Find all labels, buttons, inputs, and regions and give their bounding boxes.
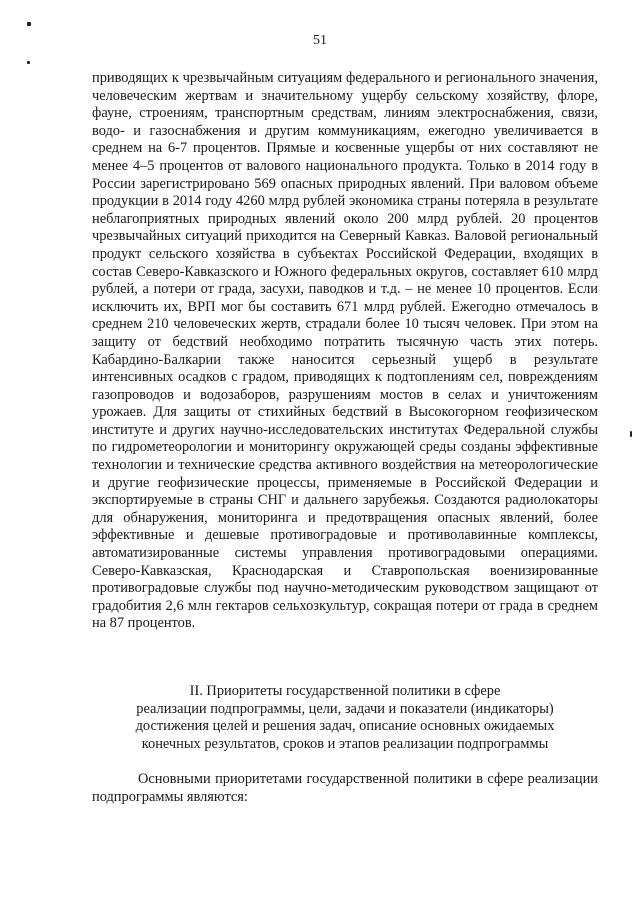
section-heading-line: достижения целей и решения задач, описание основных ожидаемых (135, 718, 555, 735)
section-heading-line: конечных результатов, сроков и этапов реализации подпрограммы (141, 735, 549, 752)
scan-mark-left (27, 61, 30, 64)
scan-mark-right (630, 431, 632, 437)
body-paragraph: приводящих к чрезвычайным ситуациям федерального и регионального значения, человеческим жертвам и значительному ущербу сельскому хозяйству, флоре, фауне, строениям, транспортным средствам, линиям электроснабжения, связи, водо- и газоснабжения и другим коммуникациям, ежегодно увеличивается в среднем на 6-7 процентов. Прямые и косвенные ущербы от них составляют не менее 4–5 процентов от валового национального продукта. Только в 2014 году в России зарегистрировано 569 опасных природных явлений. При валовом объеме продукции в 2014 году 4260 млрд рублей экономика страны потеряла в результате неблагоприятных природных явлений около 200 млрд рублей. 20 процентов чрезвычайных ситуаций приходится на Северный Кавказ. Валовой региональный продукт сельского хозяйства в субъектах Российской Федерации, входящих в состав Северо-Кавказского и Южного федеральных округов, составляет 610 млрд рублей, а потери от града, засухи, паводков и т.д. – не менее 10 процентов. Если исключить их, ВРП мог бы составить 671 млрд рублей. Ежегодно отмечалось в среднем 210 человеческих жертв, страдали более 10 тысяч человек. При этом на защиту от бедствий необходимо потратить тысячную часть этих потерь. Кабардино-Балкарии также наносится серьезный ущерб в результате интенсивных осадков с градом, приводящих к подтоплениям сел, повреждениям газопроводов и водозаборов, разрушениям мостов в селах и уничтожениям урожаев. Для защиты от стихийных бедствий в Высокогорном геофизическом институте и других научно-исследовательских институтах Федеральной службы по гидрометеорологии и мониторингу окружающей среды созданы эффективные технологии и технические средства активного воздействия на метеорологические и другие геофизические процессы, применяемые в Российской Федерации и экспортируемые в страны СНГ и дальнего зарубежья. Создаются радиолокаторы для обнаружения, мониторинга и предотвращения опасных явлений, более эффективные и дешевые противоградовые и противолавинные комплексы, автоматизированные системы управления противоградовыми операциями. Северо-Кавказская, Краснодарская и Ставропольская военизированные противоградовые службы под научно-методическим руководством защищают от градобития 2,6 млн гектаров сельхозкультур, сокращая потери от града в среднем на 87 процентов. (92, 70, 598, 632)
section-heading-line: II. Приоритеты государственной политики в сфере (189, 683, 501, 699)
scan-mark-top-left (27, 22, 31, 26)
page-number: 51 (313, 33, 327, 48)
section-heading (92, 683, 598, 753)
section-heading-line: реализации подпрограммы, цели, задачи и показатели (индикаторы) (136, 700, 554, 717)
closing-paragraph: Основными приоритетами государственной политики в сфере реализации подпрограммы являются: (92, 771, 598, 805)
